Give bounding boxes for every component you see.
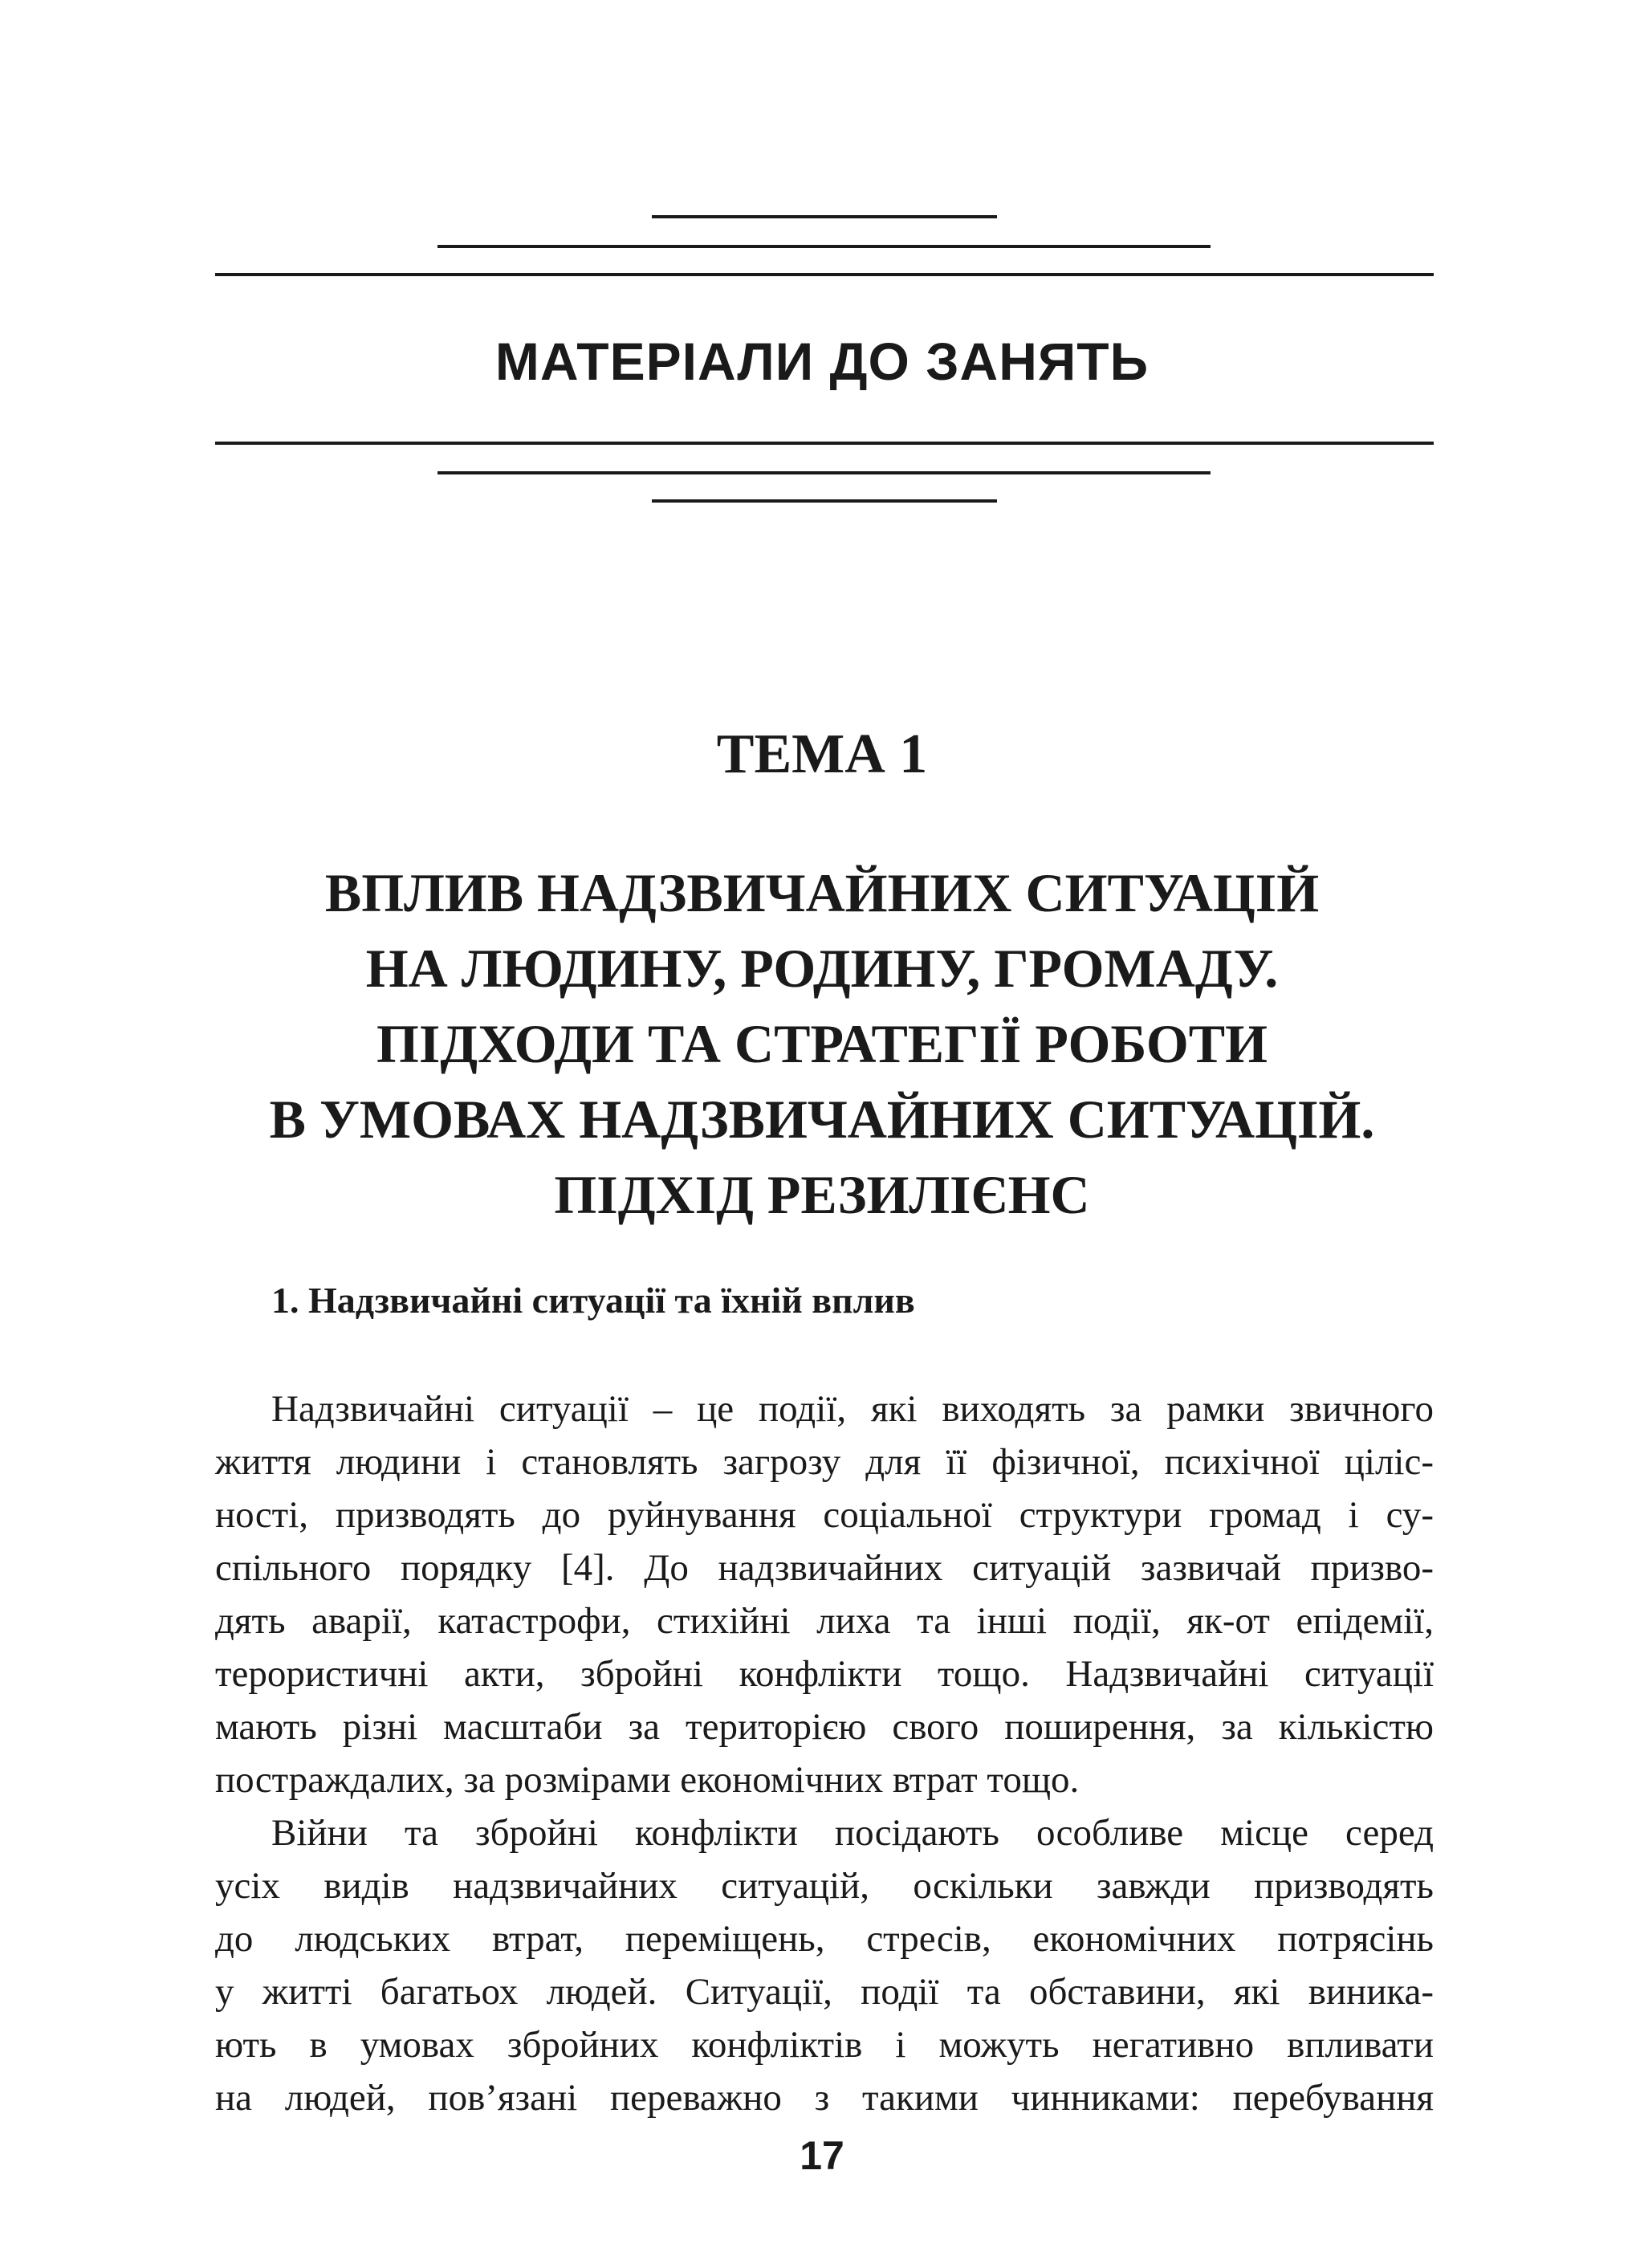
body-line: ють в умовах збройних конфліктів і можуть негативно впливати — [215, 2024, 1434, 2066]
section-subheading: 1. Надзвичайні ситуації та їхній вплив — [271, 1280, 915, 1321]
body-line: життя людини і становлять загрозу для її фізичної, психічної ціліс- — [215, 1441, 1434, 1483]
body-line: дять аварії, катастрофи, стихійні лиха та інші події, як-от епідемії, — [215, 1600, 1434, 1642]
body-line: постраждалих, за розмірами економічних втрат тощо. — [215, 1759, 1080, 1801]
body-line: Надзвичайні ситуації – це події, які виходять за рамки звичного — [271, 1388, 1434, 1430]
body-line: усіх видів надзвичайних ситуацій, оскільки завжди призводять — [215, 1865, 1434, 1907]
header-rule-top-short — [652, 215, 997, 218]
topic-label: ТЕМА 1 — [716, 723, 928, 785]
body-line: спільного порядку [4]. До надзвичайних ситуацій зазвичай призво- — [215, 1547, 1434, 1589]
topic-title-line: ВПЛИВ НАДЗВИЧАЙНИХ СИТУАЦІЙ — [324, 862, 1320, 923]
topic-title-line: В УМОВАХ НАДЗВИЧАЙНИХ СИТУАЦІЙ. — [269, 1089, 1375, 1150]
topic-title-line: ПІДХІД РЕЗИЛІЄНС — [554, 1164, 1090, 1225]
topic-title-line: НА ЛЮДИНУ, РОДИНУ, ГРОМАДУ. — [365, 938, 1279, 999]
header-rule-bottom-long — [215, 442, 1434, 445]
body-line: до людських втрат, переміщень, стресів, економічних потрясінь — [215, 1918, 1434, 1960]
body-line: Війни та збройні конфлікти посідають особливе місце серед — [271, 1812, 1434, 1854]
body-line: у житті багатьох людей. Ситуації, події та обставини, які виника- — [215, 1971, 1434, 2013]
topic-title-line: ПІДХОДИ ТА СТРАТЕГІЇ РОБОТИ — [376, 1013, 1268, 1074]
body-line: мають різні масштаби за територією свого поширення, за кількістю — [215, 1706, 1434, 1748]
page-number: 17 — [800, 2133, 844, 2178]
header-rule-top-medium — [437, 245, 1211, 248]
header-rule-bottom-medium — [437, 471, 1211, 474]
body-line: ності, призводять до руйнування соціальної структури громад і су- — [215, 1494, 1434, 1536]
topic-title — [161, 855, 1483, 1232]
body-line: терористичні акти, збройні конфлікти тощо. Надзвичайні ситуації — [215, 1653, 1434, 1695]
header-rule-bottom-short — [652, 499, 997, 503]
header-rule-top-long — [215, 273, 1434, 276]
section-header: МАТЕРІАЛИ ДО ЗАНЯТЬ — [494, 332, 1150, 391]
body-line: на людей, пов’язані переважно з такими чинниками: перебування — [215, 2077, 1434, 2119]
